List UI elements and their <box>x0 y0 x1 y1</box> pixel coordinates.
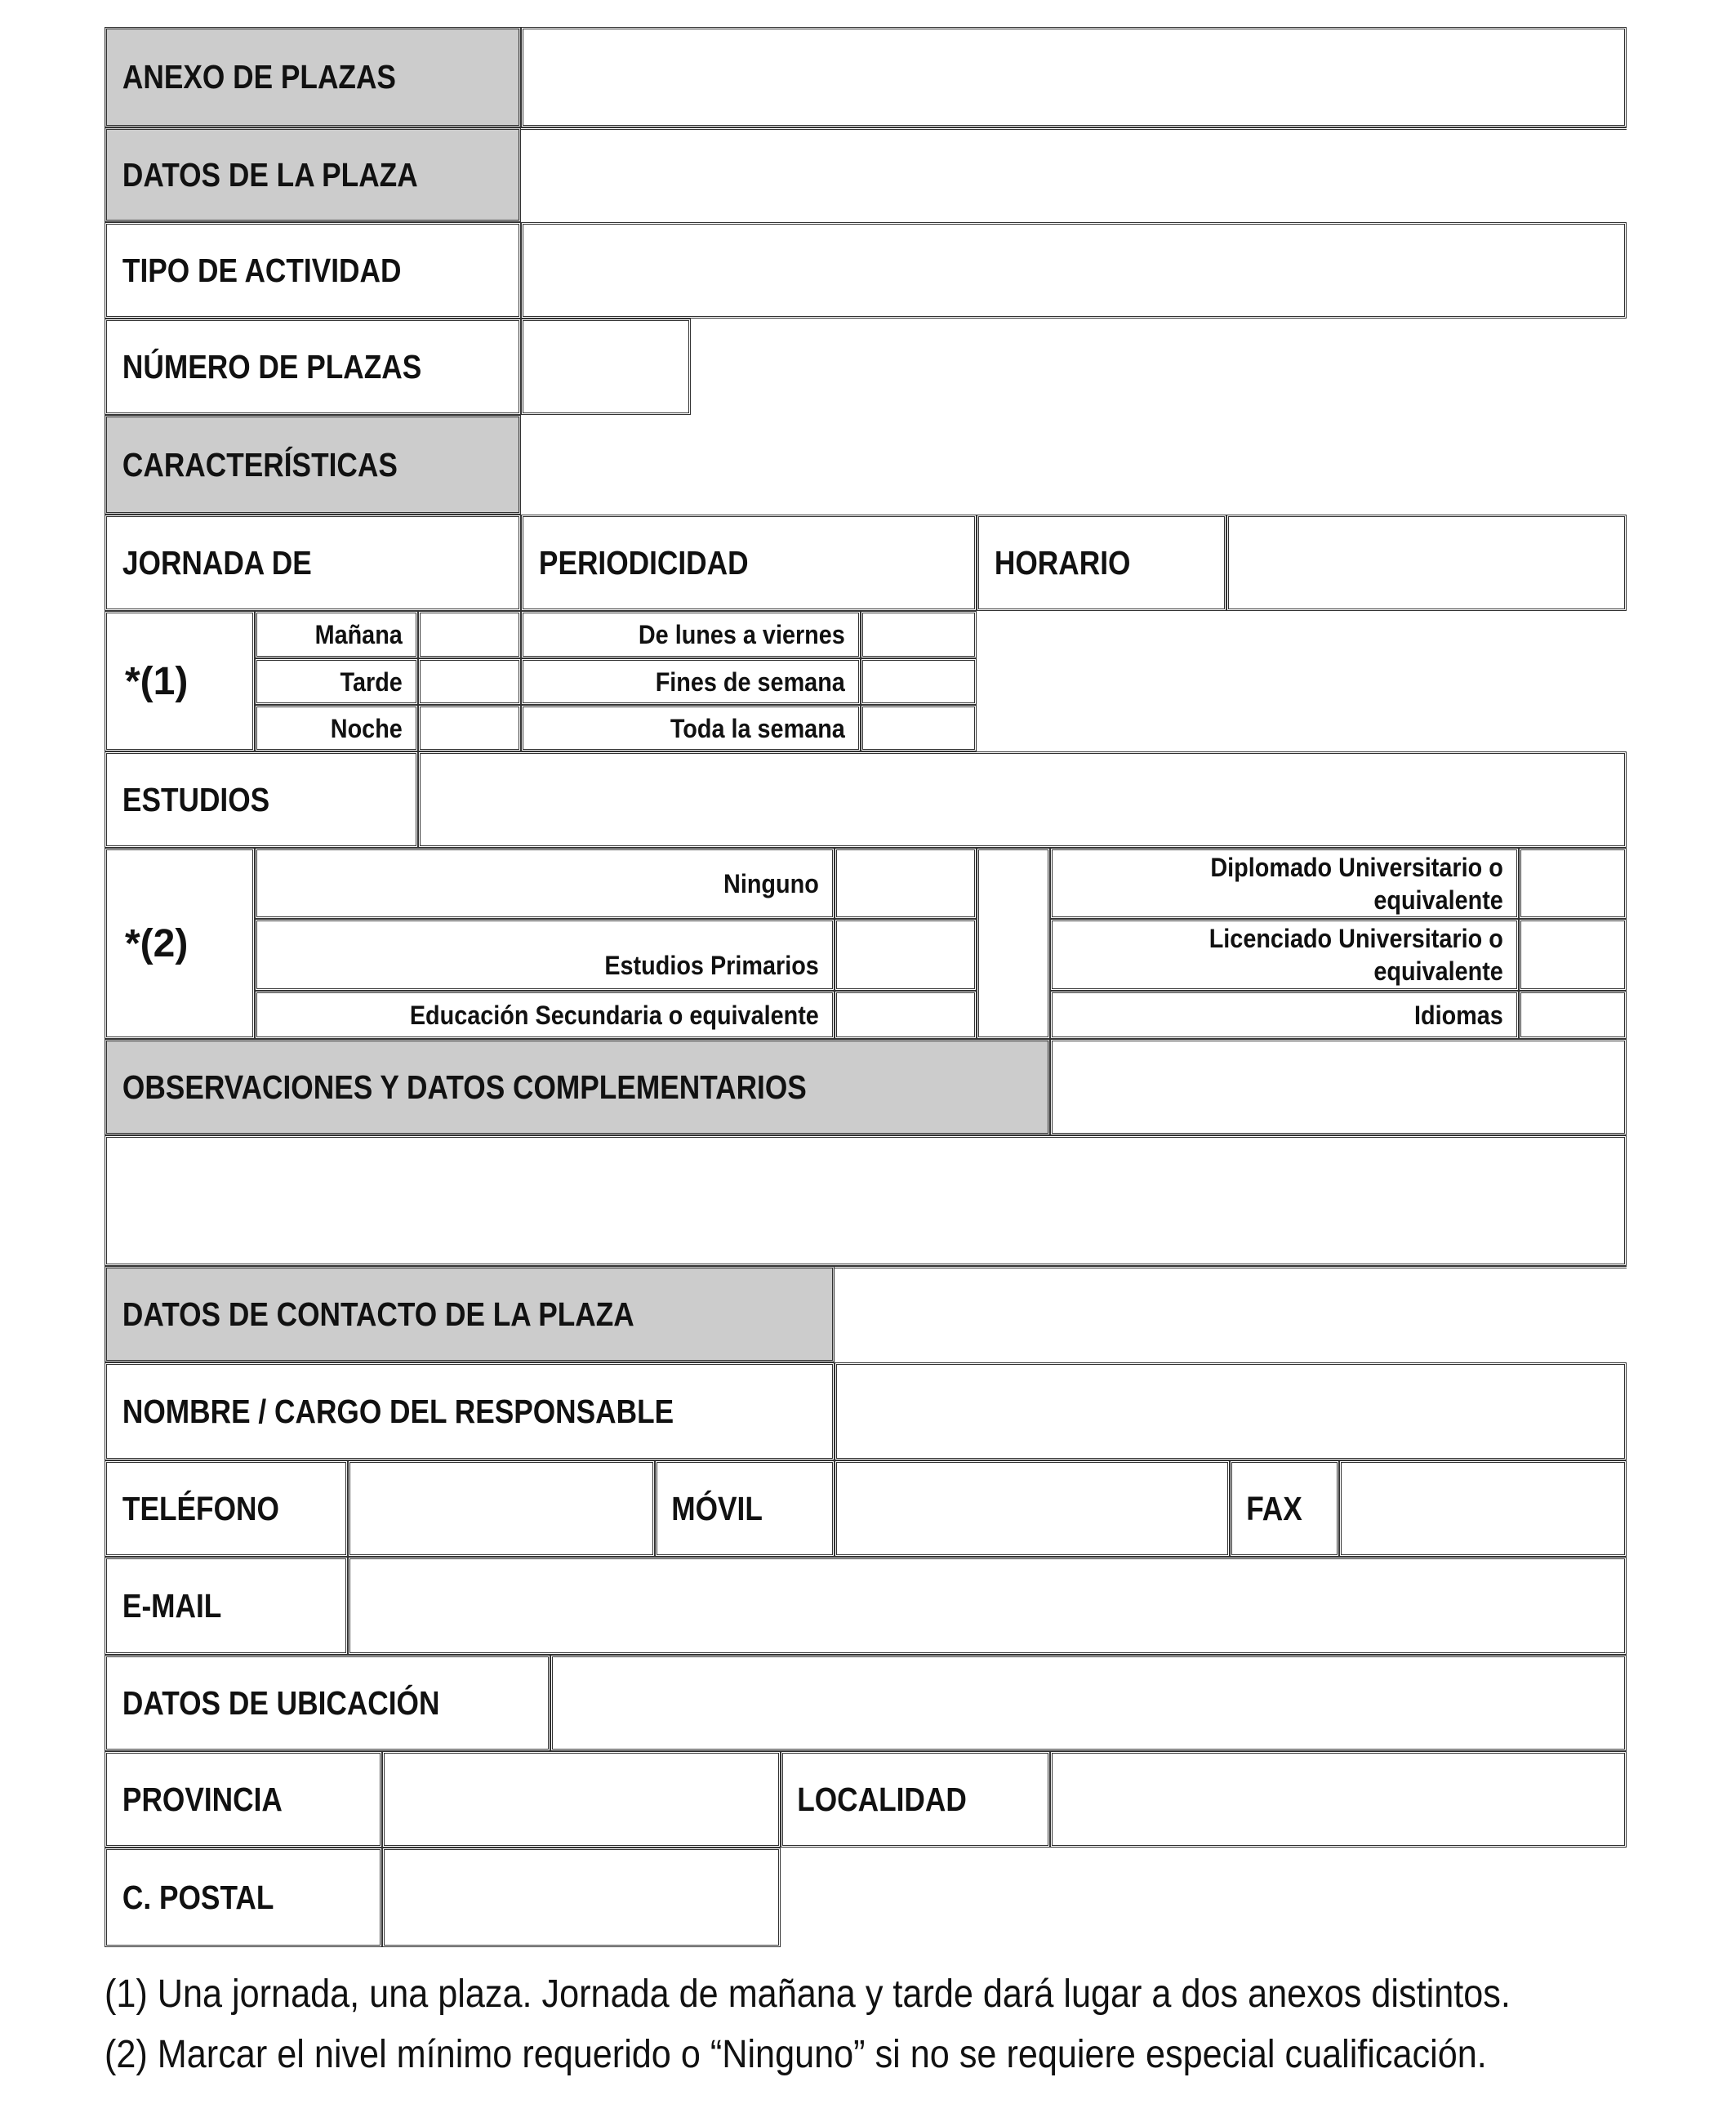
jornada-option-label: Tarde <box>340 666 403 697</box>
anexo-de-plazas-text: ANEXO DE PLAZAS <box>122 58 396 96</box>
fax-label <box>1230 1460 1339 1557</box>
periodicidad-text: PERIODICIDAD <box>538 543 749 582</box>
jornada-option-label: Mañana <box>314 620 403 649</box>
movil-text: MÓVIL <box>671 1489 763 1527</box>
jornada-option-noche <box>255 705 418 751</box>
telefono-label <box>105 1460 348 1557</box>
estudios-checkbox-licenciado[interactable] <box>1519 919 1627 991</box>
estudios-option-diplomado <box>1050 848 1519 919</box>
email-text: E-MAIL <box>122 1586 222 1625</box>
estudios-option-label: Diplomado Universitario o equivalente <box>1210 852 1503 915</box>
periodicidad-option-label: De lunes a viernes <box>638 620 845 649</box>
anexo-de-plazas-label <box>105 27 521 127</box>
anexo-de-plazas-field[interactable] <box>521 27 1627 127</box>
observaciones-text: OBSERVACIONES Y DATOS COMPLEMENTARIOS <box>122 1068 807 1106</box>
estudios-option-ninguno <box>255 848 835 919</box>
periodicidad-option-label: Fines de semana <box>655 666 845 697</box>
movil-label <box>655 1460 835 1557</box>
estudios-option-label: Ninguno <box>723 868 819 898</box>
provincia-text: PROVINCIA <box>122 1780 283 1818</box>
localidad-text: LOCALIDAD <box>797 1780 967 1818</box>
tipo-de-actividad-label <box>105 222 521 319</box>
estudios-checkbox-diplomado[interactable] <box>1519 848 1627 919</box>
estudios-option-label: Licenciado Universitario o equivalente <box>1209 924 1503 986</box>
estudios-checkbox-idiomas[interactable] <box>1519 991 1627 1039</box>
estudios-option-label: Estudios Primarios <box>604 951 819 980</box>
datos-de-contacto-header <box>105 1266 835 1362</box>
estudios-checkbox-secundaria[interactable] <box>835 991 977 1039</box>
nombre-cargo-label <box>105 1362 835 1460</box>
datos-de-ubicacion-label <box>105 1655 550 1751</box>
provincia-field[interactable] <box>382 1751 781 1848</box>
nombre-cargo-field[interactable] <box>835 1362 1627 1460</box>
estudios-label <box>105 751 418 848</box>
tipo-de-actividad-field[interactable] <box>521 222 1627 319</box>
jornada-checkbox-manana[interactable] <box>418 611 521 658</box>
estudios-text: ESTUDIOS <box>122 780 270 818</box>
periodicidad-checkbox-toda-semana[interactable] <box>861 705 977 751</box>
jornada-de-label <box>105 515 521 611</box>
c-postal-text: C. POSTAL <box>122 1878 274 1916</box>
estudios-option-label: Educación Secundaria o equivalente <box>409 1000 819 1030</box>
estudios-checkbox-ninguno[interactable] <box>835 848 977 919</box>
localidad-label <box>781 1751 1050 1848</box>
footnote-1: (1) Una jornada, una plaza. Jornada de mañana y tarde dará lugar a dos anexos distintos. <box>105 1973 1511 2016</box>
observaciones-side <box>1050 1039 1627 1135</box>
footnote-2: (2) Marcar el nivel mínimo requerido o “Ninguno” si no se requiere especial cualificación. <box>105 2033 1487 2076</box>
estudios-option-idiomas <box>1050 991 1519 1039</box>
marker-2 <box>105 848 255 1039</box>
datos-de-la-plaza-rule <box>521 127 1627 130</box>
caracteristicas-text: CARACTERÍSTICAS <box>122 445 398 484</box>
email-label <box>105 1557 348 1655</box>
periodicidad-option-fines-semana <box>521 658 861 705</box>
estudios-field[interactable] <box>418 751 1627 848</box>
numero-de-plazas-label <box>105 319 521 415</box>
estudios-option-secundaria <box>255 991 835 1039</box>
caracteristicas-header <box>105 415 521 515</box>
tipo-de-actividad-text: TIPO DE ACTIVIDAD <box>122 251 402 289</box>
fax-field[interactable] <box>1339 1460 1627 1557</box>
jornada-option-manana <box>255 611 418 658</box>
estudios-option-primarios <box>255 919 835 991</box>
marker-2-text: *(2) <box>125 921 189 965</box>
datos-de-ubicacion-field[interactable] <box>550 1655 1627 1751</box>
fax-text: FAX <box>1246 1489 1302 1527</box>
telefono-text: TELÉFONO <box>122 1489 279 1527</box>
movil-field[interactable] <box>835 1460 1230 1557</box>
periodicidad-option-label: Toda la semana <box>670 713 845 743</box>
c-postal-field[interactable] <box>382 1848 781 1947</box>
datos-de-la-plaza-text: DATOS DE LA PLAZA <box>122 155 418 194</box>
c-postal-label <box>105 1848 382 1947</box>
observaciones-header <box>105 1039 1050 1135</box>
horario-field[interactable] <box>1226 515 1627 611</box>
marker-1-text: *(1) <box>125 659 189 703</box>
localidad-field[interactable] <box>1050 1751 1627 1848</box>
periodicidad-checkbox-lunes-viernes[interactable] <box>861 611 977 658</box>
periodicidad-option-lunes-viernes <box>521 611 861 658</box>
nombre-cargo-text: NOMBRE / CARGO DEL RESPONSABLE <box>122 1392 674 1430</box>
estudios-checkbox-primarios[interactable] <box>835 919 977 991</box>
numero-de-plazas-text: NÚMERO DE PLAZAS <box>122 347 422 386</box>
observaciones-field[interactable] <box>105 1135 1627 1266</box>
periodicidad-label <box>521 515 977 611</box>
estudios-option-licenciado <box>1050 919 1519 991</box>
periodicidad-option-toda-semana <box>521 705 861 751</box>
horario-label <box>977 515 1226 611</box>
datos-de-contacto-text: DATOS DE CONTACTO DE LA PLAZA <box>122 1295 634 1333</box>
telefono-field[interactable] <box>348 1460 655 1557</box>
jornada-de-text: JORNADA DE <box>122 543 312 582</box>
estudios-option-label: Idiomas <box>1413 1000 1503 1030</box>
numero-de-plazas-field[interactable] <box>521 319 691 415</box>
jornada-option-tarde <box>255 658 418 705</box>
datos-de-contacto-rule <box>835 1266 1627 1268</box>
periodicidad-checkbox-fines-semana[interactable] <box>861 658 977 705</box>
jornada-checkbox-tarde[interactable] <box>418 658 521 705</box>
datos-de-la-plaza-header <box>105 127 521 222</box>
provincia-label <box>105 1751 382 1848</box>
jornada-checkbox-noche[interactable] <box>418 705 521 751</box>
jornada-option-label: Noche <box>330 713 403 743</box>
estudios-spacer <box>977 848 1050 1039</box>
horario-text: HORARIO <box>994 543 1131 582</box>
marker-1 <box>105 611 255 751</box>
datos-de-ubicacion-text: DATOS DE UBICACIÓN <box>122 1683 440 1722</box>
email-field[interactable] <box>348 1557 1627 1655</box>
